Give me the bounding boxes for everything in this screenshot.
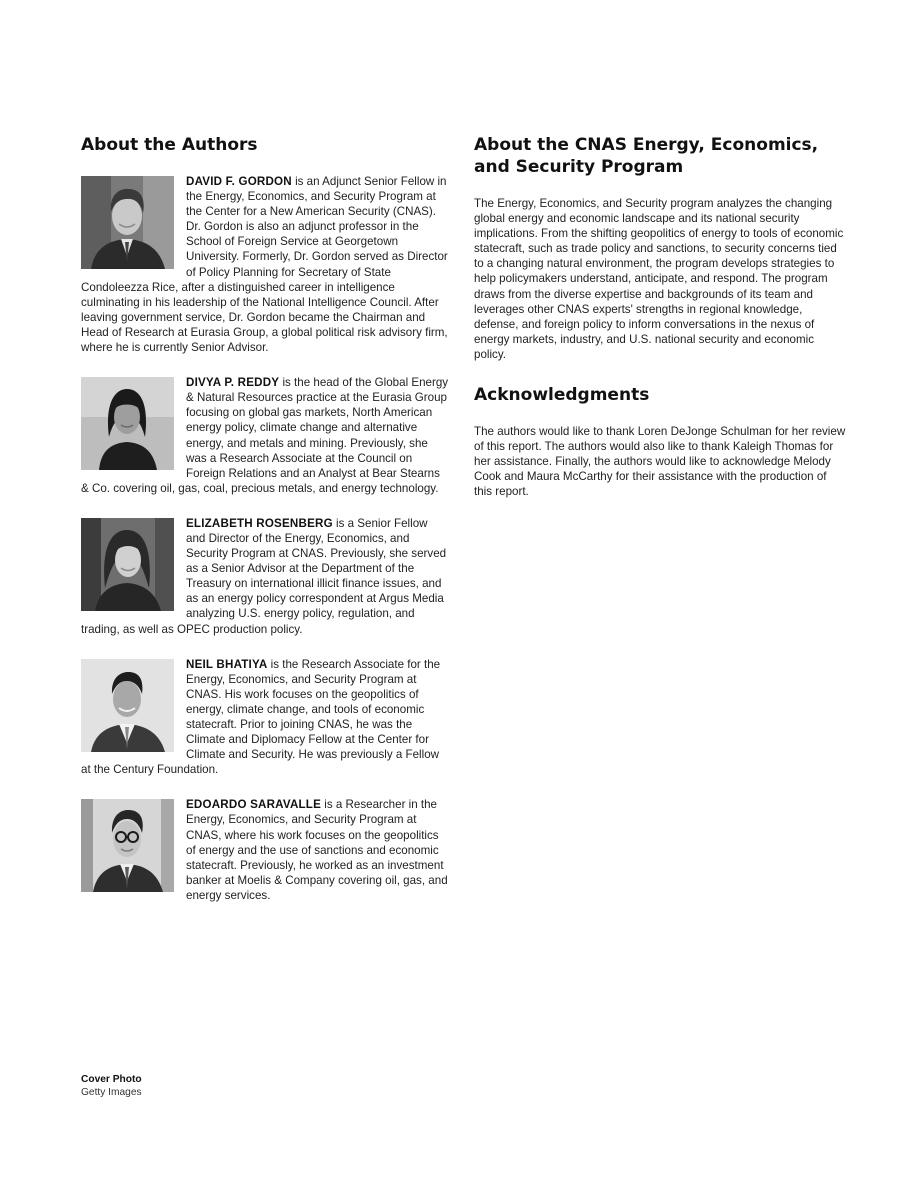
author-name: NEIL BHATIYA xyxy=(186,657,268,671)
author-name: EDOARDO SARAVALLE xyxy=(186,798,322,812)
cover-photo-credit xyxy=(81,1073,142,1099)
author-bio xyxy=(81,375,449,496)
author-bio-text: is the head of the Global Energy & Natural Resources practice at the Eurasia Group focusing on global gas markets, North American energy policy, climate change and alternative energy, and metals and mining. Previously, she was a Research Associate at the Council on Foreign Relations and an Analyst at Bear Stearns & Co. covering oil, gas, coal, precious metals, and energy technology. xyxy=(81,376,449,495)
author-bio-text: is the Research Associate for the Energy, Economics, and Security Program at CNAS. His work focuses on the geopolitics of energy, climate change, and tools of economic statecraft. Prior to joining CNAS, he was the Climate and Diplomacy Fellow at the Center for Climate and Security. He was previously a Fellow at the Century Foundation. xyxy=(81,657,441,777)
author-name: ELIZABETH ROSENBERG xyxy=(186,516,333,530)
acknowledgments-heading: Acknowledgments xyxy=(474,385,650,406)
program-heading xyxy=(474,134,846,178)
program-heading-line2: and Security Program xyxy=(474,157,684,177)
author-name: DAVID F. GORDON xyxy=(186,175,292,188)
portrait-photo-icon xyxy=(81,518,174,611)
acknowledgments-text: The authors would like to thank Loren DeJonge Schulman for her review of this report. The authors would also like to thank Kaleigh Thomas for her assistance. Finally, the authors would like to acknowledge Melody Cook and Maura McCarthy for their assistance with the production of this report. xyxy=(474,425,846,499)
portrait-photo-icon xyxy=(81,659,174,752)
author-bio xyxy=(81,516,449,637)
portrait-photo-icon xyxy=(81,377,174,470)
authors-column xyxy=(81,134,449,903)
cover-photo-source: Getty Images xyxy=(81,1087,142,1098)
author-bio xyxy=(81,174,449,355)
program-column xyxy=(474,134,846,500)
author-bio-text: is a Researcher in the Energy, Economics, and Security Program at CNAS, where his work focuses on the geopolitics of energy and the use of sanctions and economic statecraft. Previously, he worked as an investment banker at Moelis & Company covering oil, gas, and energy services. xyxy=(186,798,448,902)
program-description: The Energy, Economics, and Security program analyzes the changing global energy and economic landscape and its national security implications. From the shifting geopolitics of energy to tools of economic statecraft, such as trade policy and sanctions, to security concerns tied to a changing natural environment, the program develops strategies to help policymakers understand, anticipate, and respond. The program draws from the diverse expertise and backgrounds of its team and leverages other CNAS experts' strengths in regional knowledge, defense, and foreign policy to inform conversations in the nexus of energy markets, industry, and U.S. national security and economic policy. xyxy=(474,197,844,361)
authors-heading: About the Authors xyxy=(81,135,258,155)
portrait-photo-icon xyxy=(81,176,174,269)
portrait-photo-icon xyxy=(81,799,174,892)
program-heading-line1: About the CNAS Energy, Economics, xyxy=(474,135,819,155)
author-bio xyxy=(81,657,449,778)
author-bio-text: is a Senior Fellow and Director of the Energy, Economics, and Security Program at CNAS. Previously, she served as a Senior Advisor at the Department of the Treasury on international illicit finance issues, and as an energy policy correspondent at Argus Media analyzing U.S. energy policy, regulation, and trading, as well as OPEC production policy. xyxy=(81,516,447,636)
author-bio xyxy=(81,797,449,903)
cover-photo-label: Cover Photo xyxy=(81,1074,142,1085)
author-name: DIVYA P. REDDY xyxy=(186,376,280,390)
author-bio-text: is an Adjunct Senior Fellow in the Energy, Economics, and Security Program at the Center for a New American Security (CNAS). Dr. Gordon is also an adjunct professor in the School of Foreign Service at Georgetown University. Formerly, Dr. Gordon served as Director of Policy Planning for Secretary of State Condoleezza Rice, after a distinguished career in intelligence culminating in his leadership of the National Intelligence Council. After leaving government service, Dr. Gordon became the Chairman and Head of Research at Eurasia Group, a global political risk advisory firm, where he is currently Senior Advisor. xyxy=(81,175,448,355)
